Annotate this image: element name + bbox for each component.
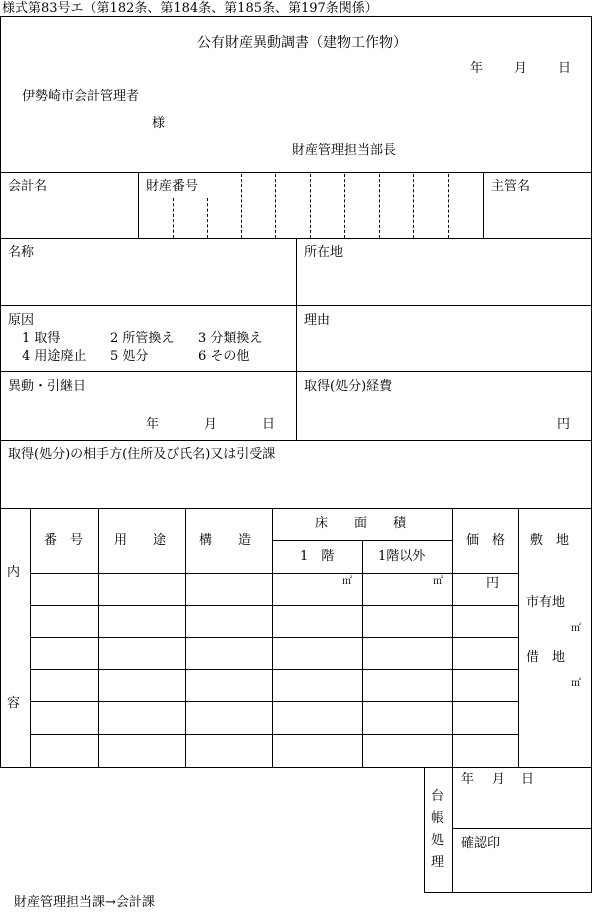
details-side-top: 内 [7, 565, 21, 580]
site-city-label: 市有地 [526, 595, 566, 610]
sender: 財産管理担当部長 [292, 143, 397, 158]
cost-label: 取得(処分)経費 [304, 379, 393, 394]
kaikei-label: 会計名 [8, 179, 48, 194]
zaisan-number-label: 財産番号 [146, 179, 199, 194]
cause-option-3[interactable]: 3 分類換え [198, 331, 263, 346]
transfer-date-label: 異動・引継日 [8, 379, 87, 394]
footer-route: 財産管理担当課→会計課 [14, 895, 155, 910]
site-lease-unit: ㎡ [571, 678, 581, 689]
name-label: 名称 [8, 245, 35, 260]
location-label: 所在地 [304, 245, 344, 260]
site-city-unit: ㎡ [571, 623, 581, 634]
ledger-side-2: 帳 [431, 811, 445, 826]
transfer-date-month: 月 [204, 417, 218, 432]
col-header-use: 用 途 [114, 533, 167, 548]
cause-option-2[interactable]: 2 所管換え [110, 331, 175, 346]
col-header-price: 価 格 [466, 533, 506, 548]
report-date-year: 年 [470, 61, 484, 76]
ledger-date-day: 日 [521, 772, 535, 787]
ledger-date-year: 年 [461, 772, 475, 787]
col-header-floor-area: 床 面 積 [315, 516, 407, 531]
partner-label: 取得(処分)の相手方(住所及び氏名)又は引受課 [8, 447, 276, 462]
cause-option-4[interactable]: 4 用途廃止 [22, 349, 87, 364]
floor-other-unit: ㎡ [433, 576, 443, 587]
transfer-date-day: 日 [262, 417, 276, 432]
report-date-month: 月 [514, 61, 528, 76]
details-side-bottom: 容 [7, 696, 21, 711]
col-header-floor-1: 1 階 [300, 549, 335, 564]
floor1-unit: ㎡ [342, 576, 352, 587]
col-header-number: 番 号 [44, 533, 84, 548]
ledger-side-1: 台 [431, 789, 445, 804]
shukan-label: 主管名 [491, 179, 531, 194]
report-date-day: 日 [558, 61, 572, 76]
ledger-date-month: 月 [492, 772, 506, 787]
form-title: 公有財産異動調書（建物工作物） [197, 35, 407, 51]
reason-label: 理由 [304, 313, 331, 328]
transfer-date-year: 年 [146, 417, 160, 432]
col-header-structure: 構 造 [199, 533, 252, 548]
addressee: 伊勢崎市会計管理者 [22, 89, 140, 104]
cost-yen-unit: 円 [557, 417, 571, 432]
ledger-side-3: 処 [431, 833, 445, 848]
form-number-label: 様式第83号エ（第182条、第184条、第185条、第197条関係） [2, 1, 378, 16]
price-unit: 円 [486, 576, 500, 591]
site-lease-label: 借 地 [526, 650, 566, 665]
cause-option-1[interactable]: 1 取得 [22, 331, 61, 346]
cause-label: 原因 [8, 313, 35, 328]
ledger-confirm-label: 確認印 [461, 836, 501, 851]
cause-option-5[interactable]: 5 処分 [110, 349, 149, 364]
col-header-site: 敷 地 [530, 533, 570, 548]
honorific: 様 [152, 116, 166, 131]
ledger-side-4: 理 [431, 855, 445, 870]
col-header-floor-other: 1階以外 [378, 549, 426, 564]
cause-option-6[interactable]: 6 その他 [198, 349, 250, 364]
